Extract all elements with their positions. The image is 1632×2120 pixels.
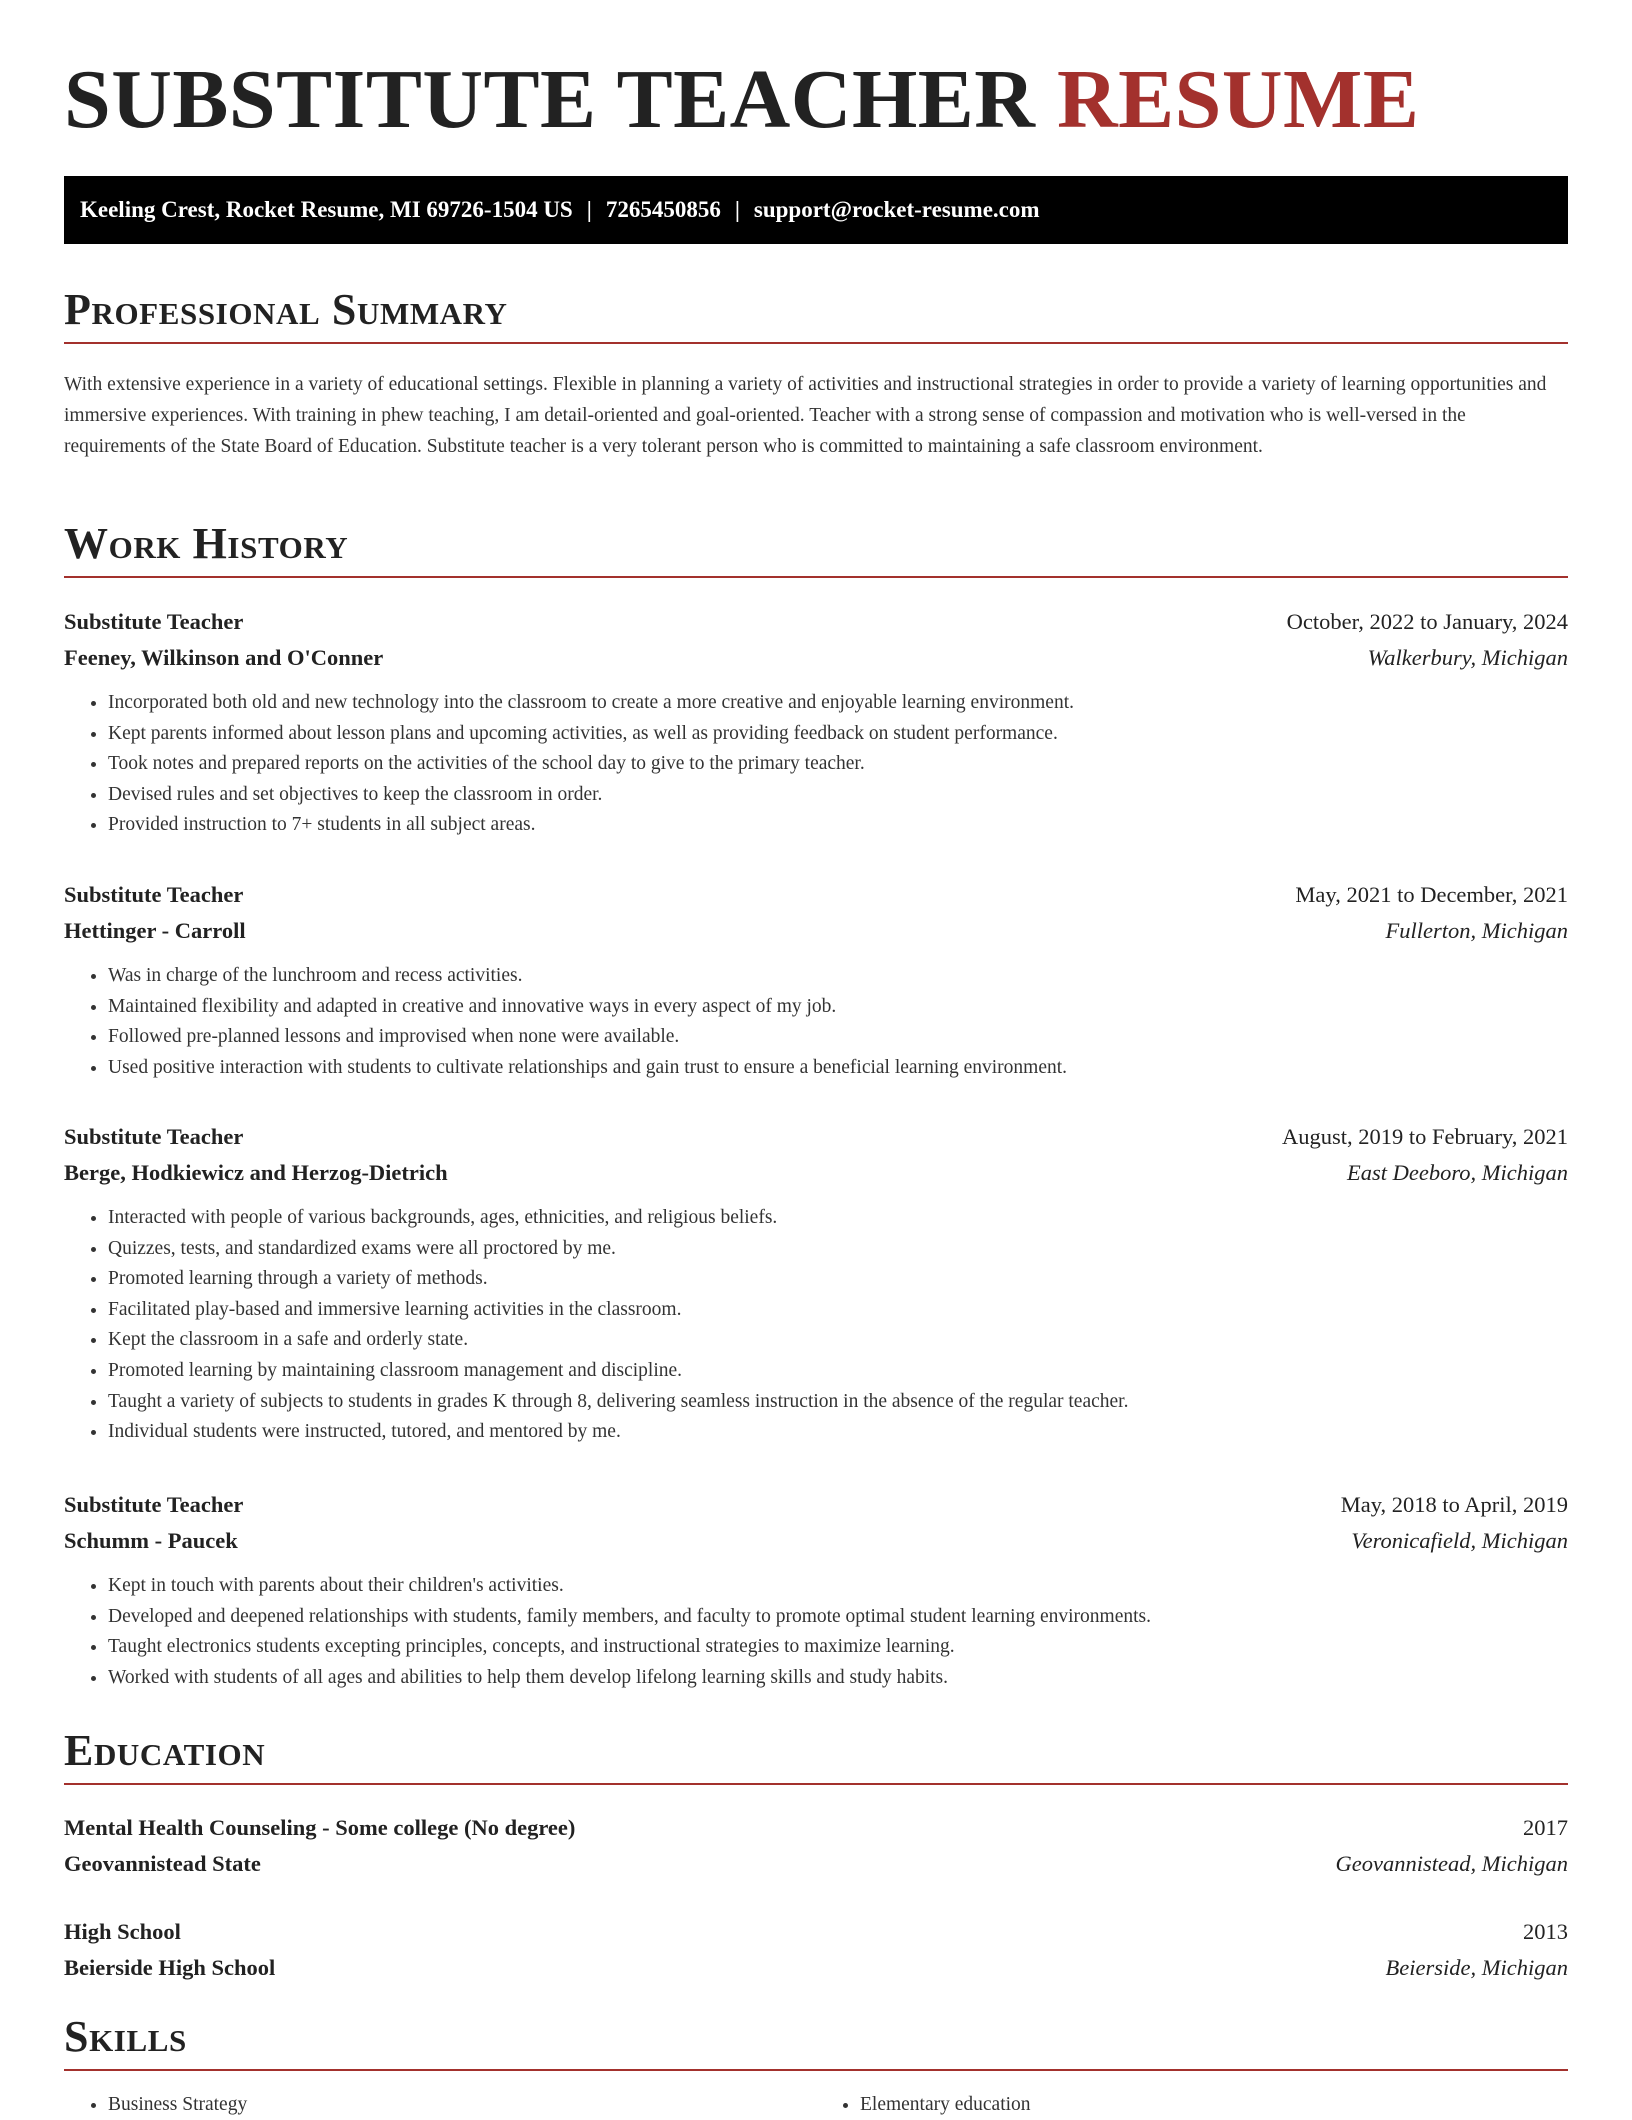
skills-heading: Skills (64, 2013, 1568, 2071)
job-company: Hettinger - Carroll (64, 918, 246, 943)
job-bullet: • Followed pre-planned lessons and improvised when none were available. (108, 1022, 1568, 1053)
job-company: Schumm - Paucek (64, 1528, 238, 1553)
education-degree: High School (64, 1919, 181, 1944)
summary-text: With extensive experience in a variety of educational settings. Flexible in planning a variety of activities and instructional strategies in order to provide a variety of learning opportunities and immersive experiences. With training in phew teaching, I am detail-oriented and goal-oriented. Teacher with a strong sense of compassion and motivation who is well-versed in the requirements of the State Board of Education. Substitute teacher is a very tolerant person who is committed to maintaining a safe classroom environment. (64, 374, 1547, 457)
job-company-row (64, 1155, 1568, 1191)
resume-title (64, 0, 1568, 146)
job-bullets (64, 688, 1568, 841)
job-bullet: • Individual students were instructed, tutored, and mentored by me. (108, 1417, 1568, 1448)
education-degree: Mental Health Counseling - Some college (No degree) (64, 1815, 576, 1840)
education-location: Geovannistead, Michigan (1335, 1851, 1568, 1876)
job-header-row (64, 604, 1568, 640)
job-dates: May, 2021 to December, 2021 (1295, 882, 1568, 907)
skills-column-right (816, 2090, 1568, 2120)
job-bullet: • Developed and deepened relationships with students, family members, and faculty to promote optimal student learning environments. (108, 1602, 1568, 1633)
job-bullet: • Kept in touch with parents about their children's activities. (108, 1571, 1568, 1602)
job-bullet: • Quizzes, tests, and standardized exams were all proctored by me. (108, 1234, 1568, 1265)
job-location: Veronicafield, Michigan (1351, 1528, 1568, 1553)
job-entry (64, 1119, 1568, 1448)
job-location: Walkerbury, Michigan (1367, 645, 1568, 670)
job-company-row (64, 640, 1568, 676)
job-bullet: • Worked with students of all ages and abilities to help them develop lifelong learning skills and study habits. (108, 1663, 1568, 1694)
job-bullet: • Kept parents informed about lesson plans and upcoming activities, as well as providing feedback on student performance. (108, 719, 1568, 750)
job-bullet: • Incorporated both old and new technology into the classroom to create a more creative and enjoyable learning environment. (108, 688, 1568, 719)
job-bullet: • Interacted with people of various backgrounds, ages, ethnicities, and religious beliefs. (108, 1203, 1568, 1234)
education-year: 2013 (1523, 1919, 1568, 1944)
job-bullet: • Maintained flexibility and adapted in creative and innovative ways in every aspect of my job. (108, 992, 1568, 1023)
education-heading: Education (64, 1727, 1568, 1785)
job-company: Feeney, Wilkinson and O'Conner (64, 645, 384, 670)
contact-phone[interactable]: 7265450856 (605, 197, 721, 222)
job-bullet: • Took notes and prepared reports on the activities of the school day to give to the primary teacher. (108, 749, 1568, 780)
work-history-heading: Work History (64, 520, 1568, 578)
job-bullet: • Taught electronics students excepting principles, concepts, and instructional strategies to maximize learning. (108, 1632, 1568, 1663)
job-bullets (64, 1203, 1568, 1448)
job-title: Substitute Teacher (64, 1124, 244, 1149)
job-dates: May, 2018 to April, 2019 (1340, 1492, 1568, 1517)
job-location: Fullerton, Michigan (1385, 918, 1568, 943)
education-school: Geovannistead State (64, 1851, 261, 1876)
education-entry (64, 1810, 1568, 1882)
education-degree-row (64, 1810, 1568, 1846)
summary-heading: Professional Summary (64, 286, 1568, 344)
contact-separator: | (586, 197, 592, 222)
job-bullet: • Promoted learning through a variety of methods. (108, 1264, 1568, 1295)
job-bullet: • Kept the classroom in a safe and orderly state. (108, 1325, 1568, 1356)
job-bullet: • Used positive interaction with students to cultivate relationships and gain trust to ensure a beneficial learning environment. (108, 1053, 1568, 1084)
job-header-row (64, 1487, 1568, 1523)
resume-page (64, 0, 1568, 2115)
job-title: Substitute Teacher (64, 882, 244, 907)
job-company-row (64, 1523, 1568, 1559)
job-bullet: • Taught a variety of subjects to students in grades K through 8, delivering seamless instruction in the absence of the regular teacher. (108, 1387, 1568, 1418)
job-dates: August, 2019 to February, 2021 (1281, 1124, 1568, 1149)
contact-bar (64, 176, 1568, 244)
education-entry (64, 1914, 1568, 1986)
job-bullet: • Was in charge of the lunchroom and recess activities. (108, 961, 1568, 992)
education-school-row (64, 1950, 1568, 1986)
job-entry (64, 877, 1568, 1083)
job-bullet: • Provided instruction to 7+ students in all subject areas. (108, 810, 1568, 841)
job-bullet: • Facilitated play-based and immersive learning activities in the classroom. (108, 1295, 1568, 1326)
contact-address: Keeling Crest, Rocket Resume, MI 69726-1504 US (80, 197, 573, 222)
job-entry (64, 1487, 1568, 1693)
job-location: East Deeboro, Michigan (1346, 1160, 1568, 1185)
skills-column-left (64, 2090, 816, 2120)
education-school: Beierside High School (64, 1955, 276, 1980)
education-school-row (64, 1846, 1568, 1882)
skill-item: • Business Strategy (108, 2090, 816, 2120)
contact-separator: | (734, 197, 740, 222)
job-header-row (64, 1119, 1568, 1155)
title-main: SUBSTITUTE TEACHER (64, 53, 1036, 146)
job-bullets (64, 961, 1568, 1083)
job-bullet: • Devised rules and set objectives to keep the classroom in order. (108, 780, 1568, 811)
job-company-row (64, 913, 1568, 949)
skills-list (64, 2090, 1568, 2120)
job-title: Substitute Teacher (64, 1492, 244, 1517)
education-location: Beierside, Michigan (1385, 1955, 1568, 1980)
job-dates: October, 2022 to January, 2024 (1286, 609, 1568, 634)
job-header-row (64, 877, 1568, 913)
education-year: 2017 (1523, 1815, 1568, 1840)
skill-item: • Elementary education (860, 2090, 1568, 2120)
education-degree-row (64, 1914, 1568, 1950)
job-title: Substitute Teacher (64, 609, 244, 634)
job-entry (64, 604, 1568, 841)
contact-email[interactable]: support@rocket-resume.com (753, 197, 1040, 222)
job-bullet: • Promoted learning by maintaining classroom management and discipline. (108, 1356, 1568, 1387)
title-accent: RESUME (1056, 53, 1420, 146)
job-company: Berge, Hodkiewicz and Herzog-Dietrich (64, 1160, 448, 1185)
job-bullets (64, 1571, 1568, 1693)
